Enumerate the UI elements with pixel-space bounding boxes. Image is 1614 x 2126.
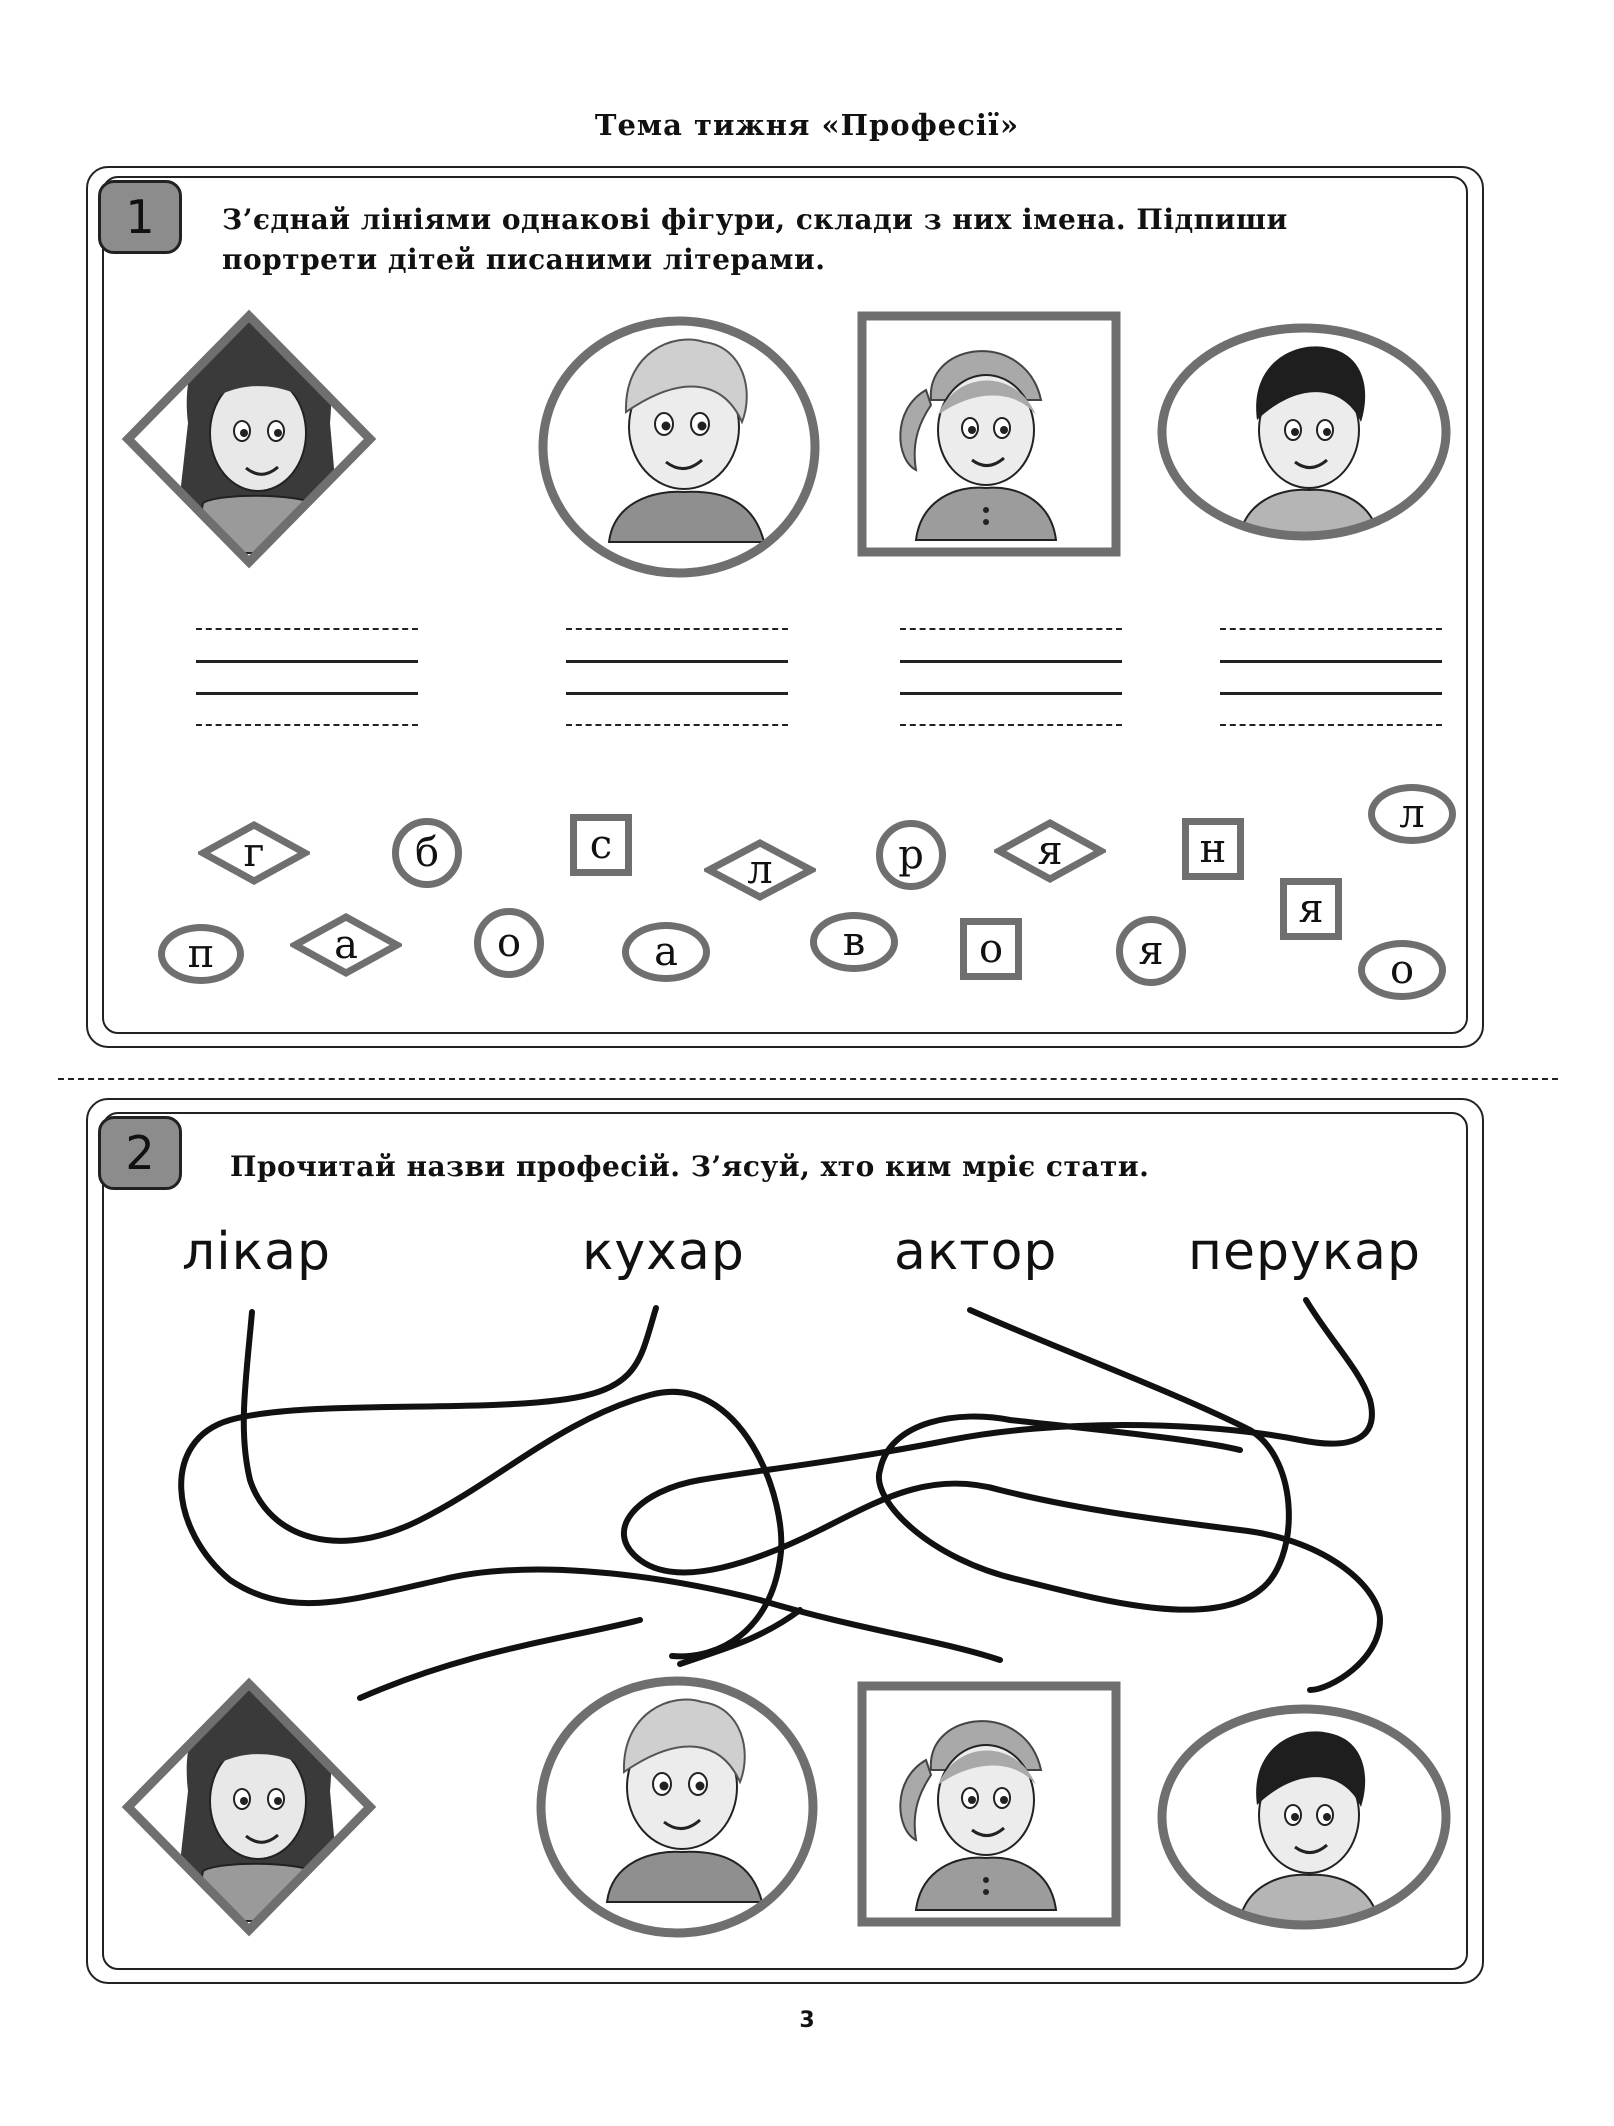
- letter-glyph: п: [187, 931, 215, 977]
- profession-hairdresser[interactable]: перукар: [1188, 1222, 1422, 1282]
- letter-glyph: л: [747, 847, 773, 893]
- profession-cook[interactable]: кухар: [582, 1222, 745, 1282]
- task2-number-badge: 2: [98, 1116, 182, 1190]
- letter-glyph: а: [654, 929, 678, 975]
- task2-instruction: Прочитай назви професій. З’ясуй, хто ким мріє стати.: [230, 1150, 1150, 1183]
- letter-glyph: о: [496, 920, 522, 966]
- letter-glyph: с: [589, 822, 613, 868]
- maze-line-actor: [879, 1310, 1289, 1610]
- task2-portrait-boy-circle: [532, 1672, 822, 1942]
- letter-glyph: а: [334, 922, 358, 968]
- profession-doctor[interactable]: лікар: [182, 1222, 331, 1282]
- letter-glyph: о: [978, 926, 1004, 972]
- page-number: 3: [799, 2008, 815, 2033]
- letter-glyph: я: [1138, 928, 1164, 974]
- letter-glyph: я: [1298, 886, 1324, 932]
- letter-glyph: г: [243, 830, 265, 876]
- maze-line-hairdresser: [624, 1300, 1380, 1690]
- letter-glyph: б: [414, 830, 440, 876]
- letter-glyph: я: [1037, 828, 1063, 874]
- task1-instruction: З’єднай лініями однакові фігури, склади з них імена. Підпиши портрети дітей писаними літерами.: [222, 203, 1288, 276]
- letter-glyph: н: [1199, 826, 1227, 872]
- letter-glyph: р: [898, 832, 924, 878]
- task1-number-badge: 1: [98, 180, 182, 254]
- page-title: Тема тижня «Професії»: [594, 108, 1020, 142]
- letter-glyph: л: [1399, 791, 1425, 837]
- task2-portrait-girl-square: [856, 1680, 1122, 1928]
- task2-portrait-girl-diamond: [118, 1676, 380, 1938]
- letter-glyph: о: [1389, 947, 1415, 993]
- task2-portrait-boy-oval: [1154, 1700, 1454, 1934]
- letter-glyph: в: [842, 919, 866, 965]
- profession-actor[interactable]: актор: [894, 1222, 1058, 1282]
